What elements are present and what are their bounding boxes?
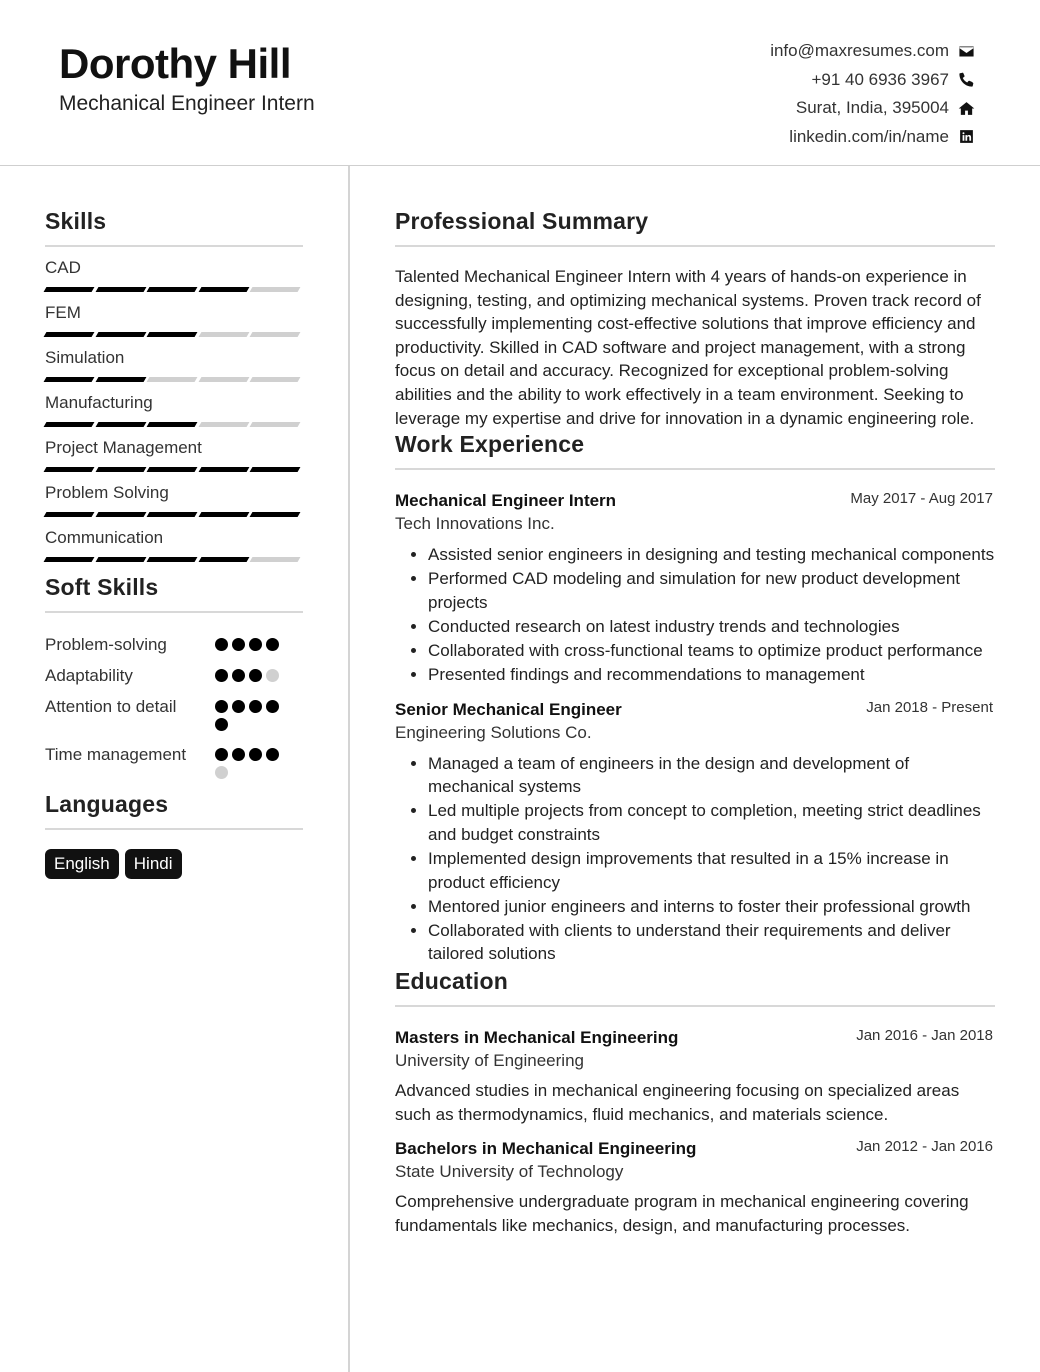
soft-skill-level-dot bbox=[249, 700, 262, 713]
soft-skill-level-dot bbox=[232, 748, 245, 761]
language-badge: Hindi bbox=[125, 849, 182, 879]
job-company: Engineering Solutions Co. bbox=[395, 722, 592, 742]
skill-level-segment bbox=[44, 512, 94, 517]
skill-level-segment bbox=[95, 512, 145, 517]
soft-skill-level-dots bbox=[215, 664, 295, 688]
skill-level-segment bbox=[95, 287, 145, 292]
soft-skill-level-dot bbox=[249, 638, 262, 651]
soft-skill-name: Attention to detail bbox=[45, 697, 177, 716]
skill-level-segment bbox=[250, 332, 300, 337]
linkedin-icon bbox=[957, 128, 975, 146]
job-title: Senior Mechanical Engineer bbox=[395, 699, 622, 719]
phone-icon bbox=[957, 71, 975, 89]
skill-level-segment bbox=[147, 512, 197, 517]
job-bullet: • Managed a team of engineers in the design and development of mechanical systems bbox=[428, 752, 995, 799]
education-entry bbox=[395, 1027, 995, 1126]
skill-level-segment bbox=[147, 287, 197, 292]
soft-skill-level-dot bbox=[215, 748, 228, 761]
skill-item bbox=[45, 528, 303, 562]
skill-level-segment bbox=[147, 422, 197, 427]
summary-text: Talented Mechanical Engineer Intern with 4 years of hands-on experience in designing, testing, and optimizing mechanical systems. Proven track record of successfully implementing cost-effective solutions that improve efficiency and productivity. Skilled in CAD software and project management, with a strong focus on detail and accuracy. Recognized for exceptional problem-solving abilities and the ability to work effectively in a team environment. Seeking to leverage my expertise and drive for innovation in a dynamic engineering role. bbox=[395, 267, 981, 428]
soft-skill-level-dot bbox=[215, 638, 228, 651]
job-bullet: • Performed CAD modeling and simulation for new product development projects bbox=[428, 567, 995, 614]
skill-level-segment bbox=[198, 512, 248, 517]
skill-item bbox=[45, 483, 303, 517]
contact-list bbox=[770, 37, 975, 151]
soft-skill-item bbox=[45, 695, 303, 736]
experience-list bbox=[395, 490, 995, 966]
language-badge: English bbox=[45, 849, 119, 879]
skill-level-segment bbox=[95, 422, 145, 427]
job-bullet: • Collaborated with clients to understand their requirements and deliver tailored solutions bbox=[428, 919, 995, 966]
skill-level-segment bbox=[250, 512, 300, 517]
education-entry bbox=[395, 1138, 995, 1237]
soft-skill-level-dot bbox=[249, 669, 262, 682]
skill-item bbox=[45, 348, 303, 382]
soft-skill-name: Time management bbox=[45, 745, 187, 764]
candidate-name: Dorothy Hill bbox=[59, 40, 291, 87]
skill-level-bars bbox=[45, 557, 303, 562]
soft-skill-level-dot bbox=[249, 748, 262, 761]
skill-level-segment bbox=[250, 287, 300, 292]
resume-header bbox=[0, 0, 1040, 166]
skill-name: Project Management bbox=[45, 438, 202, 457]
skill-level-segment bbox=[44, 287, 94, 292]
contact-phone-text: +91 40 6936 3967 bbox=[811, 69, 949, 89]
job-entry bbox=[395, 699, 995, 966]
soft-skills-list bbox=[45, 633, 303, 784]
right-column bbox=[395, 208, 995, 1237]
skills-heading: Skills bbox=[45, 208, 303, 247]
education-description: Comprehensive undergraduate program in mechanical engineering covering fundamentals like mechanics, design, and manufacturing processes. bbox=[395, 1192, 969, 1235]
soft-skill-level-dot bbox=[266, 748, 279, 761]
left-column bbox=[45, 208, 303, 879]
skill-item bbox=[45, 258, 303, 292]
skill-item bbox=[45, 393, 303, 427]
contact-linkedin-text: linkedin.com/in/name bbox=[789, 126, 949, 146]
contact-phone[interactable] bbox=[770, 66, 975, 95]
skill-level-bars bbox=[45, 287, 303, 292]
soft-skill-level-dot bbox=[232, 700, 245, 713]
education-degree: Bachelors in Mechanical Engineering bbox=[395, 1139, 697, 1159]
languages-heading: Languages bbox=[45, 791, 303, 830]
contact-address bbox=[770, 94, 975, 123]
job-bullet: • Conducted research on latest industry trends and technologies bbox=[428, 615, 995, 639]
soft-skill-item bbox=[45, 743, 303, 784]
skill-level-segment bbox=[95, 332, 145, 337]
job-entry bbox=[395, 490, 995, 687]
soft-skill-level-dot bbox=[215, 669, 228, 682]
soft-skill-level-dots bbox=[215, 695, 295, 736]
contact-linkedin[interactable] bbox=[770, 123, 975, 152]
education-date: Jan 2012 - Jan 2016 bbox=[856, 1138, 993, 1156]
soft-skill-level-dot bbox=[266, 638, 279, 651]
skill-level-segment bbox=[95, 557, 145, 562]
skill-level-segment bbox=[44, 422, 94, 427]
skill-level-segment bbox=[95, 377, 145, 382]
soft-skill-level-dots bbox=[215, 633, 295, 657]
soft-skills-heading: Soft Skills bbox=[45, 574, 303, 613]
skill-level-segment bbox=[250, 377, 300, 382]
education-heading: Education bbox=[395, 968, 995, 1007]
job-bullet: • Collaborated with cross-functional teams to optimize product performance bbox=[428, 639, 995, 663]
job-bullet: • Presented findings and recommendations to management bbox=[428, 663, 995, 687]
job-bullets bbox=[395, 543, 995, 687]
skill-level-segment bbox=[147, 557, 197, 562]
soft-skill-level-dot bbox=[232, 669, 245, 682]
job-date: Jan 2018 - Present bbox=[866, 698, 993, 716]
skill-item bbox=[45, 438, 303, 472]
skill-level-segment bbox=[250, 467, 300, 472]
skill-name: Manufacturing bbox=[45, 393, 153, 412]
skill-level-segment bbox=[198, 422, 248, 427]
skill-level-segment bbox=[250, 422, 300, 427]
experience-heading: Work Experience bbox=[395, 431, 995, 470]
education-school: State University of Technology bbox=[395, 1162, 624, 1182]
skill-name: Simulation bbox=[45, 348, 125, 367]
skill-item bbox=[45, 303, 303, 337]
soft-skill-level-dot bbox=[266, 669, 279, 682]
soft-skill-item bbox=[45, 664, 303, 688]
skill-level-segment bbox=[198, 287, 248, 292]
skill-level-segment bbox=[147, 467, 197, 472]
skill-level-bars bbox=[45, 332, 303, 337]
job-bullets bbox=[395, 752, 995, 966]
job-bullet: • Mentored junior engineers and interns to foster their professional growth bbox=[428, 895, 995, 919]
contact-address-text: Surat, India, 395004 bbox=[795, 98, 949, 118]
contact-email-text: info@maxresumes.com bbox=[770, 41, 949, 61]
home-icon bbox=[957, 99, 975, 117]
candidate-role: Mechanical Engineer Intern bbox=[59, 92, 315, 115]
column-divider bbox=[348, 166, 350, 1372]
skill-level-segment bbox=[95, 467, 145, 472]
languages-list bbox=[45, 849, 303, 879]
contact-email[interactable] bbox=[770, 37, 975, 66]
envelope-icon bbox=[957, 42, 975, 60]
skill-level-segment bbox=[44, 467, 94, 472]
skill-level-segment bbox=[44, 557, 94, 562]
skill-level-bars bbox=[45, 422, 303, 427]
skill-level-bars bbox=[45, 512, 303, 517]
education-degree: Masters in Mechanical Engineering bbox=[395, 1028, 679, 1048]
skill-level-segment bbox=[198, 377, 248, 382]
skill-level-segment bbox=[44, 332, 94, 337]
soft-skill-level-dots bbox=[215, 743, 295, 784]
summary-heading: Professional Summary bbox=[395, 208, 995, 247]
job-bullet: • Led multiple projects from concept to completion, meeting strict deadlines and budget constraints bbox=[428, 799, 995, 846]
job-title: Mechanical Engineer Intern bbox=[395, 491, 617, 511]
job-company: Tech Innovations Inc. bbox=[395, 514, 555, 534]
skill-level-segment bbox=[147, 377, 197, 382]
soft-skill-level-dot bbox=[266, 700, 279, 713]
skill-level-bars bbox=[45, 377, 303, 382]
soft-skill-level-dot bbox=[232, 638, 245, 651]
skill-level-segment bbox=[198, 557, 248, 562]
skill-name: FEM bbox=[45, 303, 81, 322]
soft-skill-level-dot bbox=[215, 700, 228, 713]
job-bullet: • Implemented design improvements that resulted in a 15% increase in product efficiency bbox=[428, 847, 995, 894]
skill-name: Communication bbox=[45, 528, 164, 547]
skill-level-segment bbox=[147, 332, 197, 337]
skill-level-segment bbox=[198, 332, 248, 337]
job-date: May 2017 - Aug 2017 bbox=[850, 490, 993, 508]
skill-level-segment bbox=[250, 557, 300, 562]
soft-skill-item bbox=[45, 633, 303, 657]
skill-level-bars bbox=[45, 467, 303, 472]
job-bullet: • Assisted senior engineers in designing and testing mechanical components bbox=[428, 543, 995, 567]
skills-list bbox=[45, 258, 303, 562]
skill-name: Problem Solving bbox=[45, 483, 169, 502]
education-school: University of Engineering bbox=[395, 1051, 584, 1071]
soft-skill-name: Problem-solving bbox=[45, 635, 167, 654]
education-description: Advanced studies in mechanical engineering focusing on specialized areas such as thermodynamics, fluid mechanics, and materials science. bbox=[395, 1081, 960, 1124]
skill-name: CAD bbox=[45, 258, 81, 277]
skill-level-segment bbox=[44, 377, 94, 382]
education-date: Jan 2016 - Jan 2018 bbox=[856, 1027, 993, 1045]
soft-skill-name: Adaptability bbox=[45, 666, 133, 685]
soft-skill-level-dot bbox=[215, 718, 228, 731]
education-list bbox=[395, 1027, 995, 1237]
skill-level-segment bbox=[198, 467, 248, 472]
soft-skill-level-dot bbox=[215, 766, 228, 779]
